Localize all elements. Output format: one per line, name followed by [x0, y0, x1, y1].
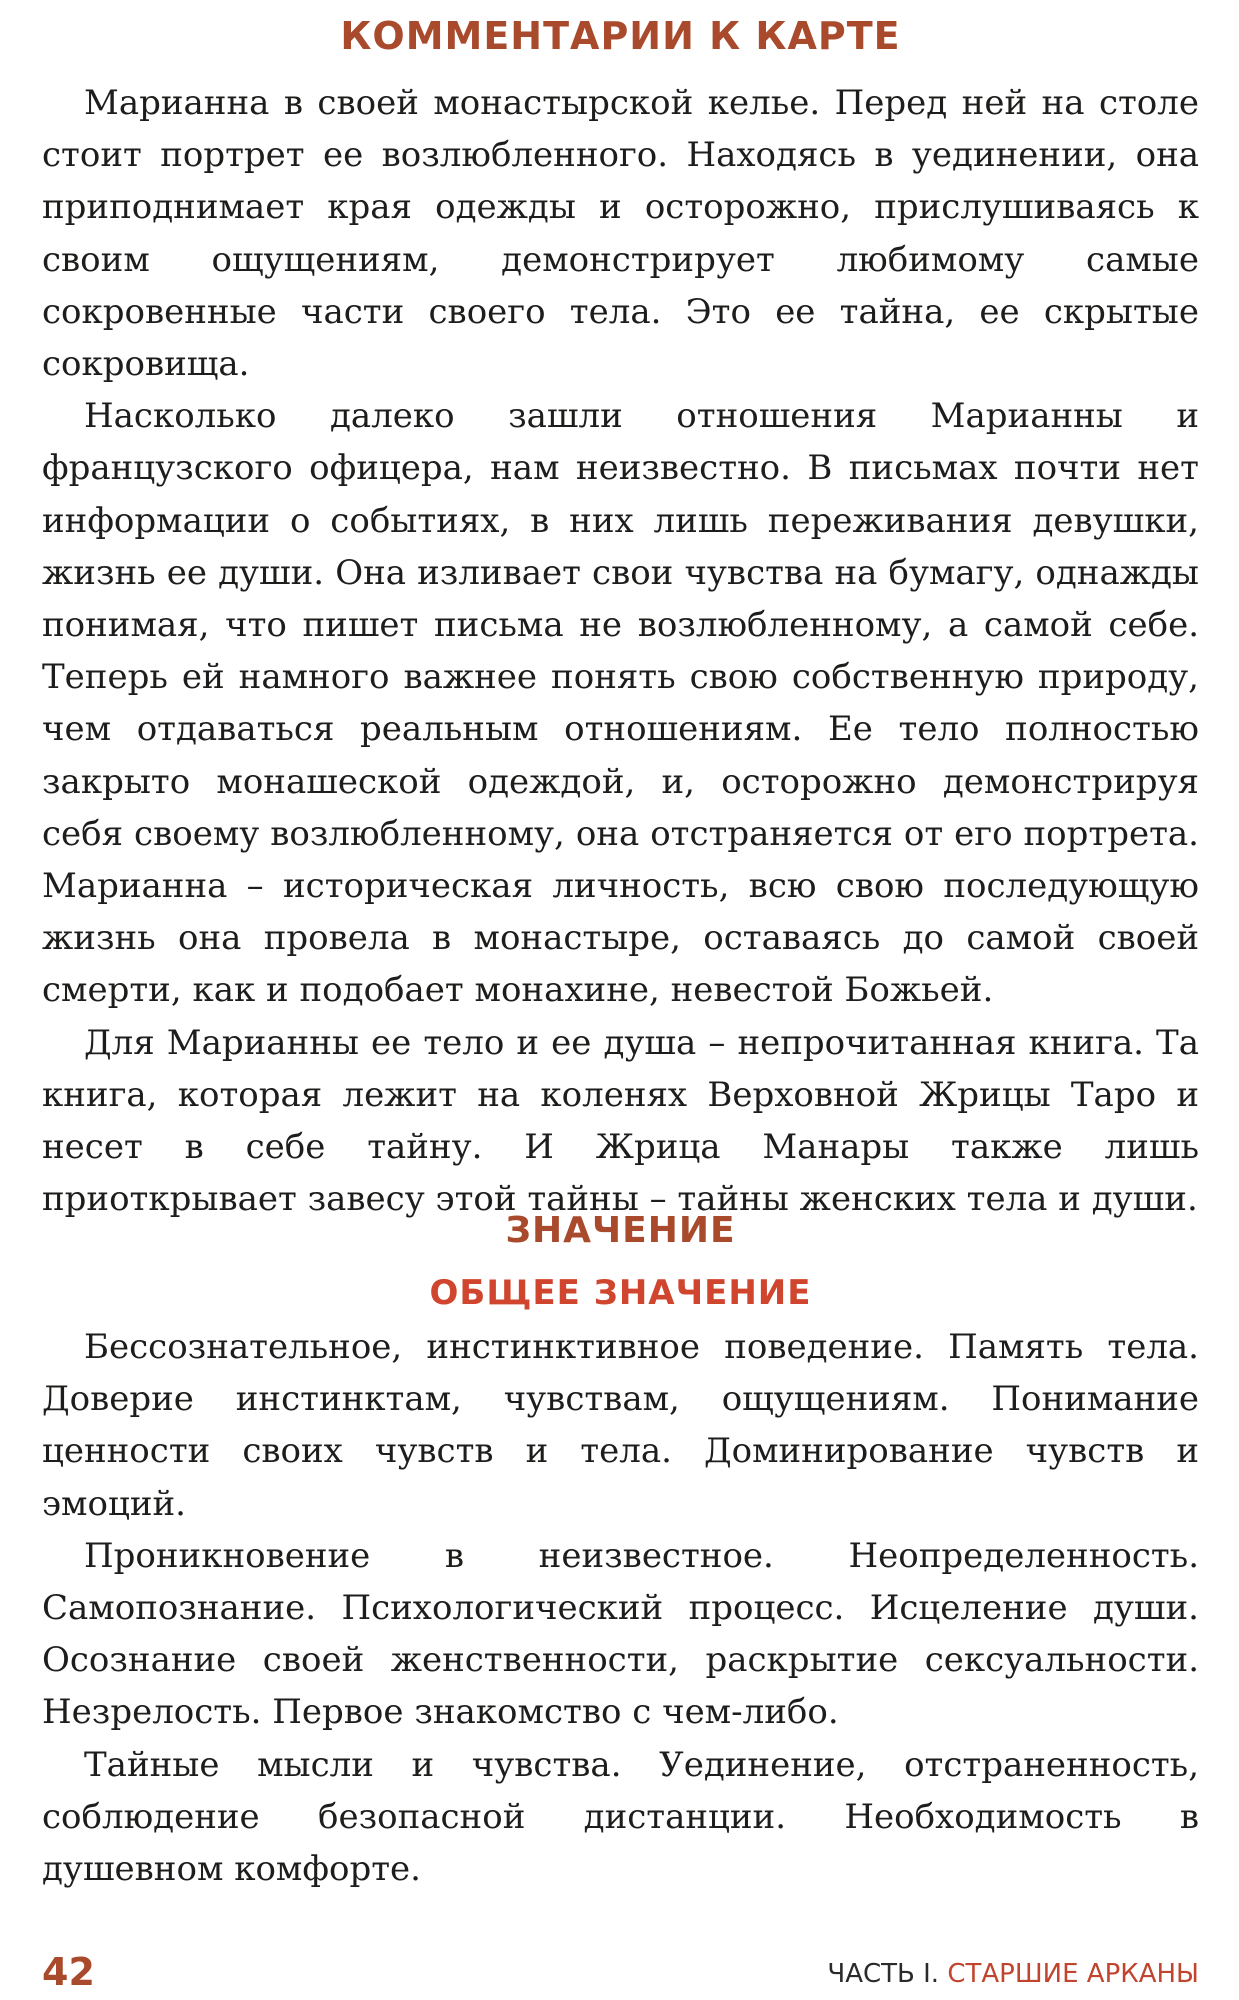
general-meaning-heading: ОБЩЕЕ ЗНАЧЕНИЕ	[429, 1273, 812, 1313]
general-meaning-text	[42, 1321, 1199, 1895]
paragraph: Бессознательное, инстинктивное поведение. Память тела. Доверие инстинктам, чувствам, ощущениям. Понимание ценности своих чувств и тела. Доминирование чувств и эмоций.	[42, 1327, 1199, 1524]
part-title: СТАРШИЕ АРКАНЫ	[947, 1959, 1199, 1989]
section-title: КОММЕНТАРИИ К КАРТЕ	[340, 14, 901, 58]
part-label: ЧАСТЬ I.	[827, 1959, 948, 1989]
paragraph: Насколько далеко зашли отношения Марианны и французского офицера, нам неизвестно. В письмах почти нет информации о событиях, в них лишь переживания девушки, жизнь ее души. Она изливает свои чувства на бумагу, однажды понимая, что пишет письма не возлюбленному, а самой себе. Теперь ей намного важнее понять свою собственную природу, чем отдаваться реальным отношениям. Ее тело полностью закрыто монашеской одеждой, и, осторожно демонстрируя себя своему возлюбленному, она отстраняется от его портрета. Марианна – историческая личность, всю свою последующую жизнь она провела в монастыре, оставаясь до самой своей смерти, как и подобает монахине, невестой Божьей.	[42, 396, 1199, 1011]
page-footer	[42, 1948, 1199, 1996]
paragraph: Проникновение в неизвестное. Неопределенность. Самопознание. Психологический процесс. Исцеление души. Осознание своей женственности, раскрытие сексуальности. Незрелость. Первое знакомство с чем-либо.	[42, 1535, 1199, 1733]
paragraph: Тайные мысли и чувства. Уединение, отстраненность, соблюдение безопасной дистанции. Необходимость в душевном комфорте.	[42, 1744, 1199, 1890]
paragraph: Марианна в своей монастырской келье. Перед ней на столе стоит портрет ее возлюбленного. Находясь в уединении, она приподнимает края одежды и осторожно, прислушиваясь к своим ощущениям, демонстрирует любимому самые сокровенные части своего тела. Это ее тайна, ее скрытые сокровища.	[42, 83, 1199, 385]
page-number: 42	[42, 1950, 95, 1994]
meaning-heading: ЗНАЧЕНИЕ	[505, 1210, 736, 1251]
commentary-text	[42, 77, 1199, 1225]
running-header	[827, 1956, 1199, 1992]
paragraph: Для Марианны ее тело и ее душа – непрочитанная книга. Та книга, которая лежит на коленях Верховной Жрицы Таро и несет в себе тайну. И Жрица Манары также лишь приоткрывает завесу этой тайны – тайны женских тела и души.	[42, 1022, 1199, 1220]
